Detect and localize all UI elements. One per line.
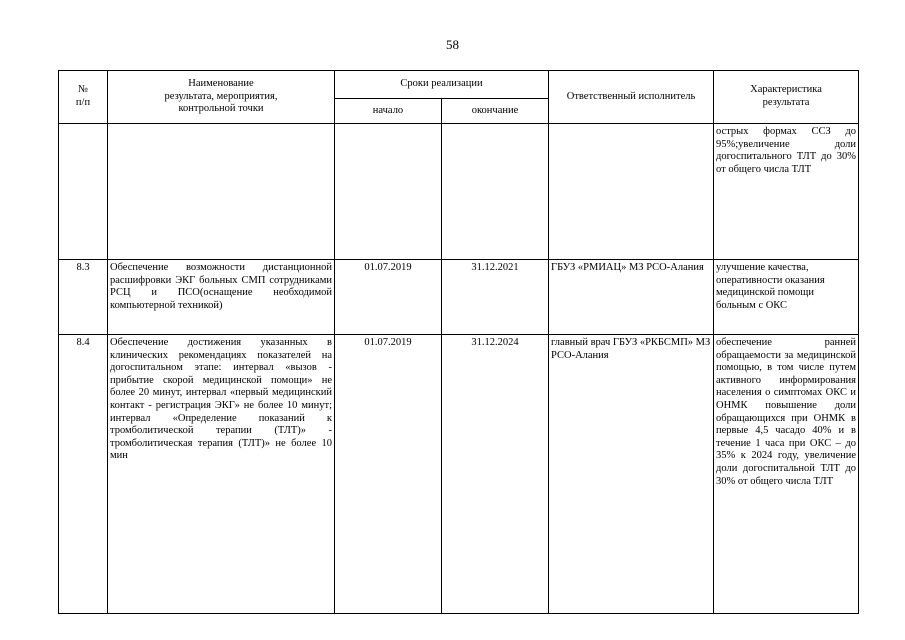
header-end: окончание	[442, 99, 549, 124]
page-number: 58	[446, 37, 459, 52]
header-number: № п/п	[59, 71, 108, 124]
row-name	[108, 124, 335, 260]
row-name: Обеспечение возможности дистанционной расшифровки ЭКГ больных СМП сотрудниками РСЦ и ПСО(оснащение необходимой компьютерной техникой)	[108, 260, 335, 335]
row-end: 31.12.2024	[442, 335, 549, 614]
header-start: начало	[335, 99, 442, 124]
row-number: 8.3	[59, 260, 108, 335]
header-period: Сроки реализации	[335, 71, 549, 99]
row-number	[59, 124, 108, 260]
row-characteristic: обеспечение ранней обращаемости за медицинской помощью, в том числе путем активного информирования населения о симптомах ОКС и ОНМК повышение доли обращающихся при ОНМК в первые 4,5 часадо 40% и в течение 1 часа при ОКС – до 35% к 2024 году, увеличение доли догоспитальной ТЛТ до 30% от общего числа ТЛТ	[714, 335, 859, 614]
table-row	[59, 124, 859, 260]
row-executor	[549, 124, 714, 260]
header-name: Наименование результата, мероприятия, контрольной точки	[108, 71, 335, 124]
row-start: 01.07.2019	[335, 335, 442, 614]
row-executor: ГБУЗ «РМИАЦ» МЗ РСО-Алания	[549, 260, 714, 335]
row-start: 01.07.2019	[335, 260, 442, 335]
row-start	[335, 124, 442, 260]
row-end	[442, 124, 549, 260]
header-characteristic: Характеристика результата	[714, 71, 859, 124]
row-characteristic: улучшение качества, оперативности оказания медицинской помощи больным с ОКС	[714, 260, 859, 335]
row-executor: главный врач ГБУЗ «РКБСМП» МЗ РСО-Алания	[549, 335, 714, 614]
table-row	[59, 260, 859, 335]
row-characteristic: острых формах ССЗ до 95%;увеличение доли догоспитального ТЛТ до 30% от общего числа ТЛТ	[714, 124, 859, 260]
row-name: Обеспечение достижения указанных в клинических рекомендациях показателей на догоспитальном этапе: интервал «вызов - прибытие скорой медицинской помощи» не более 20 минут, интервал «первый медицинский контакт - регистрация ЭКГ» не более 10 минут; интервал «Определение показаний к тромболитической терапии (ТЛТ)» - тромболитическая терапия (ТЛТ)» не более 10 мин	[108, 335, 335, 614]
row-end: 31.12.2021	[442, 260, 549, 335]
plan-table	[58, 70, 859, 614]
row-number: 8.4	[59, 335, 108, 614]
header-executor: Ответственный исполнитель	[549, 71, 714, 124]
table-row	[59, 335, 859, 614]
